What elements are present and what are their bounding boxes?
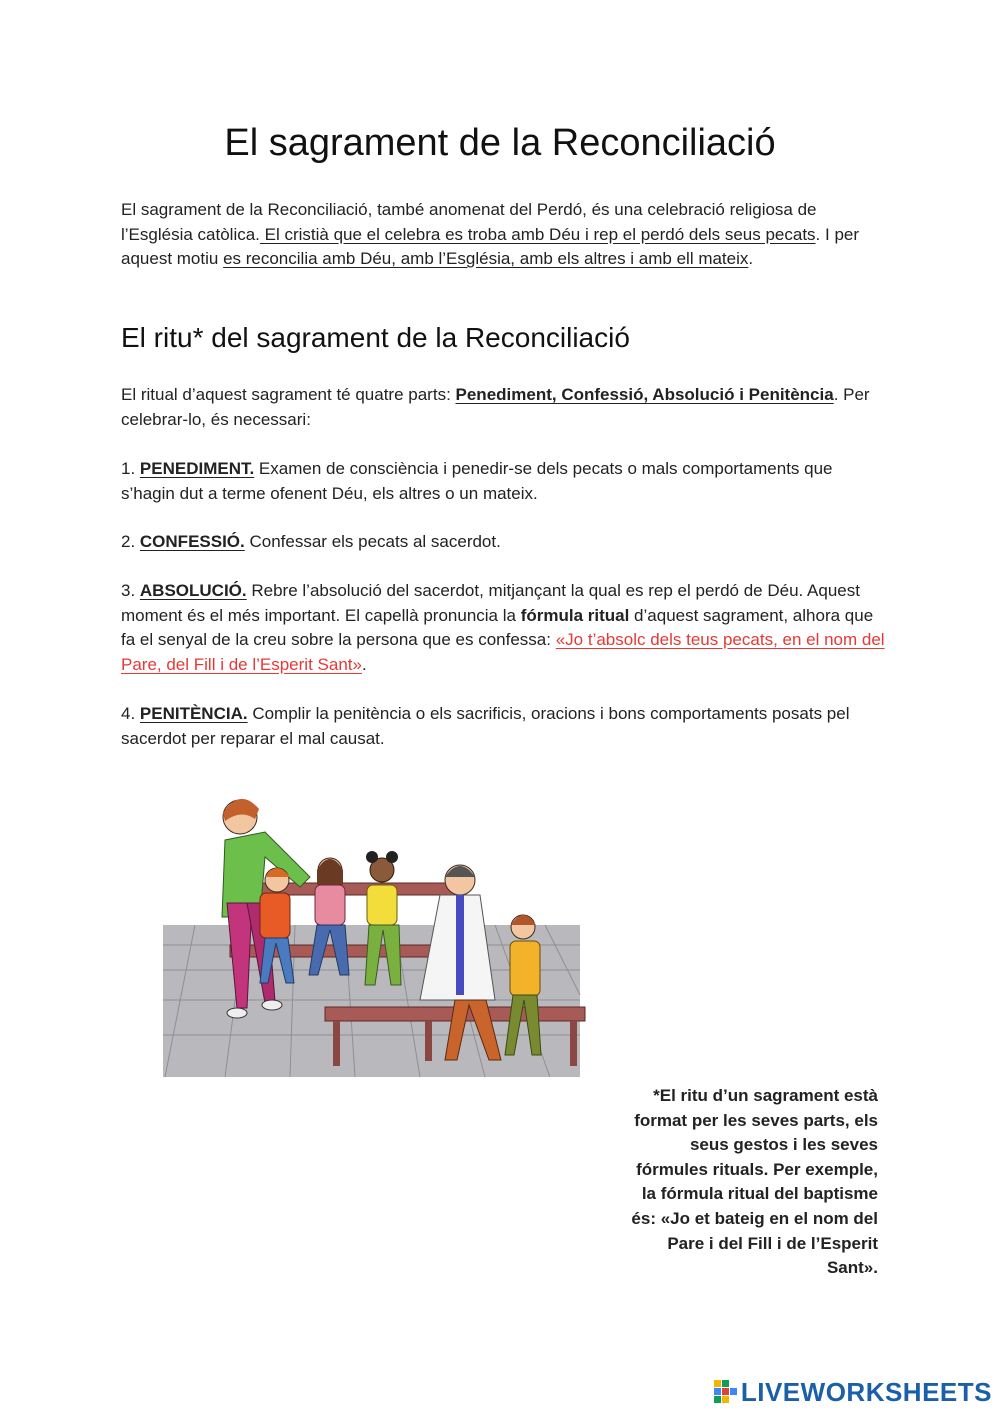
liveworksheets-logo-text: LIVEWORKSHEETS bbox=[740, 1376, 992, 1407]
section-title: El ritu* del sagrament de la Reconciliació bbox=[121, 322, 630, 353]
step-penediment: 1. PENEDIMENT. Examen de consciència i penedir-se dels pecats o mals comportaments que s’hagin dut a terme ofenent Déu, els altres o un mateix. bbox=[121, 459, 833, 503]
ritual-formula-quote: «Jo t’absolc dels teus pecats, en el nom del Pare, del Fill i de l’Esperit Sant» bbox=[121, 630, 885, 674]
confession-illustration bbox=[155, 795, 595, 1085]
step-absolucio: 3. ABSOLUCIÓ. Rebre l’absolució del sacerdot, mitjançant la qual es rep el perdó de Déu. Aquest moment és el més important. El capellà pronuncia la fórmula ritual d’aquest sagrament, alhora que fa el senyal de la creu sobre la persona que es confessa: «Jo t’absolc dels teus pecats, en el nom del Pare, del Fill i de l’Esperit Sant». bbox=[121, 581, 885, 674]
footnote: *El ritu d’un sagrament està format per les seves parts, els seus gestos i les seves fórmules rituals. Per exemple, la fórmula ritual del baptisme és: «Jo et bateig en el nom del Pare i del Fill i de l’Esperit Sant». bbox=[631, 1086, 878, 1278]
liveworksheets-logo[interactable] bbox=[713, 1377, 992, 1407]
liveworksheets-logo-icon bbox=[713, 1379, 739, 1405]
ritual-intro: El ritual d’aquest sagrament té quatre parts: Penediment, Confessió, Absolució i Penitència. Per celebrar-lo, és necessari: bbox=[121, 385, 870, 429]
page-title: El sagrament de la Reconciliació bbox=[224, 122, 776, 164]
step-penitencia: 4. PENITÈNCIA. Complir la penitència o els sacrificis, oracions i bons comportaments posats pel sacerdot per reparar el mal causat. bbox=[121, 704, 850, 748]
intro-paragraph: El sagrament de la Reconciliació, també anomenat del Perdó, és una celebració religiosa de l’Església catòlica. El cristià que el celebra es troba amb Déu i rep el perdó dels seus pecats. I per aquest motiu es reconcilia amb Déu, amb l’Església, amb els altres i amb ell mateix. bbox=[121, 200, 860, 268]
step-confessio: 2. CONFESSIÓ. Confessar els pecats al sacerdot. bbox=[121, 532, 501, 551]
